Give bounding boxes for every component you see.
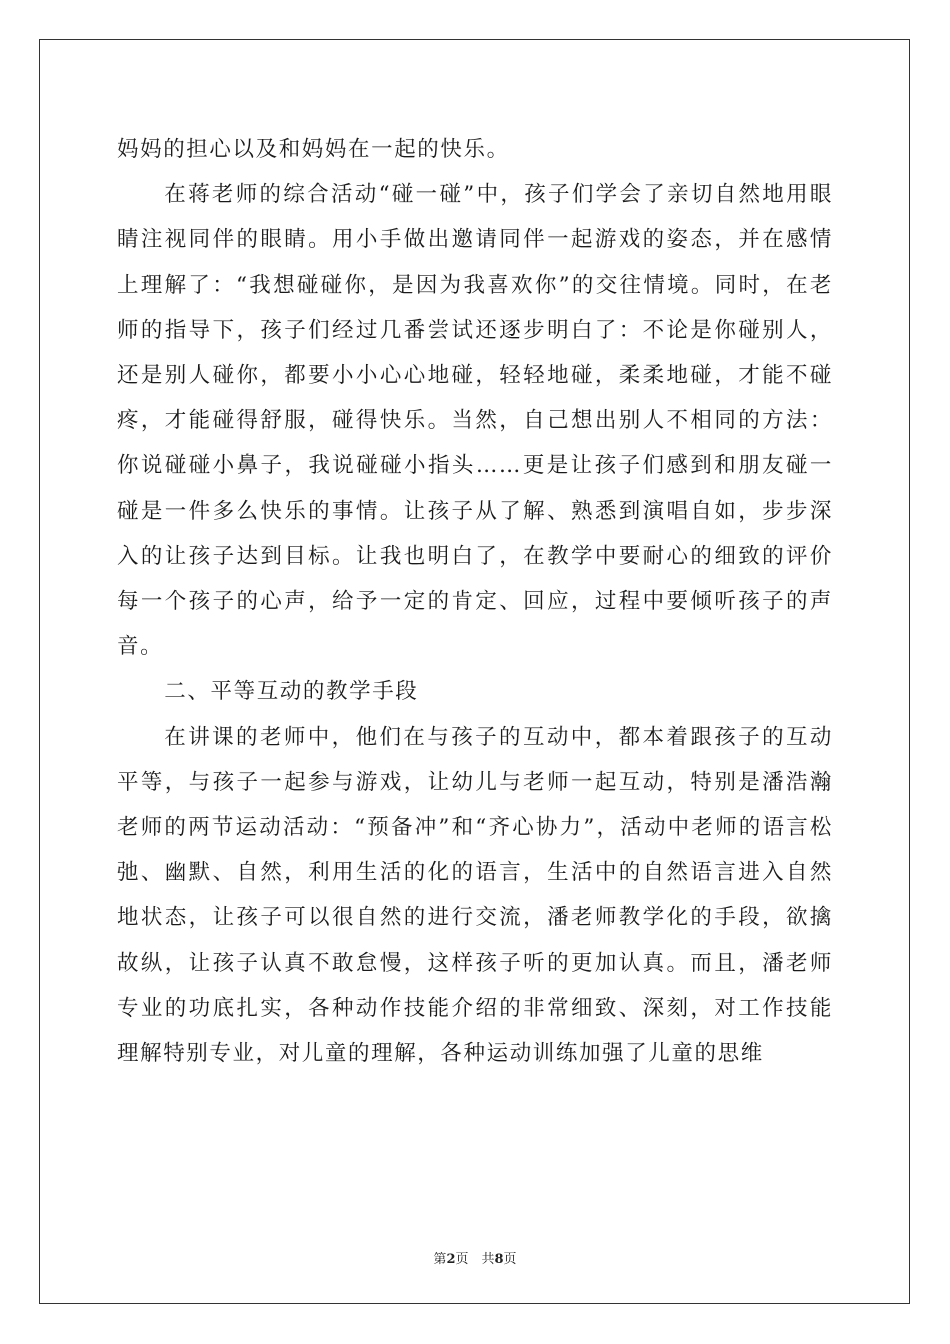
paragraph-2: 在蒋老师的综合活动“碰一碰”中，孩子们学会了亲切自然地用眼睛注视同伴的眼睛。用小手做出邀请同伴一起游戏的姿态，并在感情上理解了：“我想碰碰你，是因为我喜欢你”的交往情境。同时，在老师的指导下，孩子们经过几番尝试还逐步明白了：不论是你碰别人，还是别人碰你，都要小小心心地碰，轻轻地碰，柔柔地碰，才能不碰疼，才能碰得舒服，碰得快乐。当然，自己想出别人不相同的方法：你说碰碰小鼻子，我说碰碰小指头……更是让孩子们感到和朋友碰一碰是一件多么快乐的事情。让孩子从了解、熟悉到演唱自如，步步深入的让孩子达到目标。让我也明白了，在教学中要耐心的细致的评价每一个孩子的心声，给予一定的肯定、回应，过程中要倾听孩子的声音。: [117, 182, 833, 660]
paragraph-1: 妈妈的担心以及和妈妈在一起的快乐。: [117, 137, 510, 162]
paragraph-3: 在讲课的老师中，他们在与孩子的互动中，都本着跟孩子的互动平等，与孩子一起参与游戏，让幼儿与老师一起互动，特别是潘浩瀚老师的两节运动活动：“预备冲”和“齐心协力”，活动中老师的语言松弛、幽默、自然，利用生活的化的语言，生活中的自然语言进入自然地状态，让孩子可以很自然的进行交流，潘老师教学化的手段，欲擒故纵，让孩子认真不敢怠慢，这样孩子听的更加认真。而且，潘老师专业的功底扎实，各种动作技能介绍的非常细致、深刻，对工作技能理解特别专业，对儿童的理解，各种运动训练加强了儿童的思维: [117, 724, 833, 1067]
footer-prefix: 第: [433, 1252, 447, 1267]
page-footer: [0, 1248, 950, 1267]
footer-suffix: 页: [503, 1252, 517, 1267]
current-page-number: 2: [446, 1252, 456, 1267]
total-page-number: 8: [494, 1252, 504, 1267]
footer-middle: 页 共: [455, 1252, 495, 1267]
section-heading: 二、平等互动的教学手段: [164, 679, 419, 705]
document-body: [117, 127, 833, 1076]
